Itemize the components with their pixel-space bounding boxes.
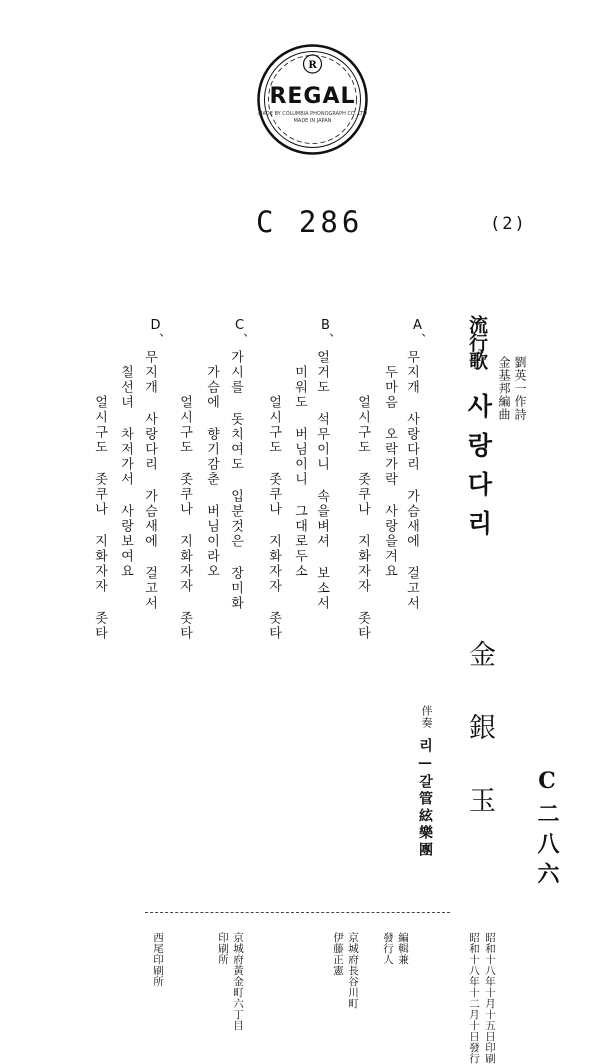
regal-label-logo [255, 42, 370, 157]
verse-a-line-1: 무지개 사랑다리 가슴새에 걸고서 [404, 350, 419, 611]
verse-c-line-2: 가슴에 향기감춘 버님이라오 [204, 365, 219, 579]
verse-b-line-2: 미워도 버님이니 그대로두소 [292, 365, 307, 579]
imprint-printer-address: 京城府黃金町六丁目 [232, 932, 244, 1031]
imprint-editor-name: 伊藤正憲 [332, 932, 344, 976]
catalog-number: C 286 [256, 205, 364, 239]
verse-d-line-2: 칠선녀 차저가서 사랑보여요 [118, 365, 133, 579]
verse-label-d: D、 [148, 318, 163, 346]
verse-label-c: C、 [232, 318, 247, 346]
singer-name: 金銀玉 [464, 640, 495, 859]
verse-c-line-3: 얼시구도 좃쿠나 지화자자 좃타 [177, 395, 192, 641]
imprint-printer-label: 印刷所 [217, 932, 229, 965]
imprint-editor-label-2: 發行人 [382, 932, 394, 965]
verse-d-line-1: 무지개 사랑다리 가슴새에 걸고서 [142, 350, 157, 611]
verse-a-line-2: 두마음 오락가락 사랑을겨요 [382, 365, 397, 579]
emblem-glyph: R [308, 60, 317, 71]
imprint-divider [145, 912, 450, 913]
label-fine-print-1: MADE BY COLUMBIA PHONOGRAPH CO. LTD [258, 111, 367, 117]
verse-c-line-1: 가시를 돗치여도 입분것은 장미화 [228, 350, 243, 611]
verse-label-b: B、 [318, 318, 333, 346]
catalog-number-vertical: C二八六 [534, 768, 560, 892]
brand-name: REGAL [269, 84, 356, 109]
imprint-print-date: 昭和十八年十月十五日印刷 [484, 932, 496, 1064]
imprint-publish-date: 昭和十八年十二月十日發行 [468, 932, 480, 1064]
lyricist-credit: 劉英一作詩 [513, 356, 527, 421]
label-fine-print-2: MADE IN JAPAN [293, 118, 332, 124]
imprint-editor-address: 京城府長谷川町 [347, 932, 359, 1009]
song-title: 사랑다리 [464, 393, 493, 549]
accompaniment-name: 리—갈管絃樂團 [417, 738, 433, 859]
imprint-printer-name: 西尾印刷所 [152, 932, 164, 987]
verse-label-a: A、 [410, 318, 425, 346]
accompaniment-label: 伴奏 [420, 705, 433, 729]
imprint-editor-label-1: 編輯兼 [397, 932, 409, 965]
verse-d-line-3: 얼시구도 좃쿠나 지화자자 좃타 [92, 395, 107, 641]
side-number: (2) [490, 214, 527, 234]
composer-credit: 金基邦編曲 [497, 356, 511, 421]
genre-label: 流行歌 [466, 315, 488, 369]
verse-a-line-3: 얼시구도 좃쿠나 지화자자 좃타 [355, 395, 370, 641]
verse-b-line-3: 얼시구도 좃쿠나 지화자자 좃타 [266, 395, 281, 641]
verse-b-line-1: 얼거도 석무이니 속을벼셔 보소서 [314, 350, 329, 611]
